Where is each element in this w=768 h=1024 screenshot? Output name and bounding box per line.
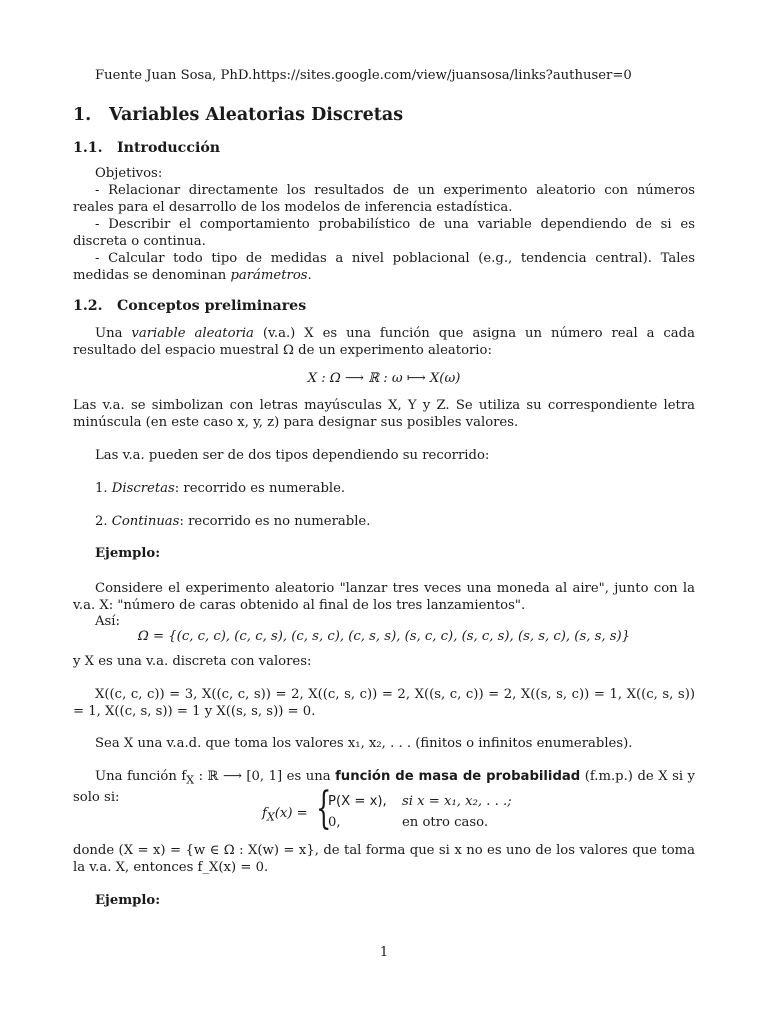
- sample-space-equation: [73, 628, 695, 645]
- pmf-lhs-rest: (x) =: [274, 806, 308, 821]
- pmf-note: donde (X = x) = {w ∈ Ω : X(w) = x}, de tal forma que si x no es uno de los valores que toma la v.a. X, entonces f_X(x) = 0.: [73, 843, 695, 875]
- section-1-heading: [73, 107, 695, 124]
- example-label-text: Ejemplo:: [95, 546, 161, 561]
- pmf-lhs-sub: X: [266, 810, 275, 824]
- pmf-equation: [262, 783, 602, 838]
- pmf-case-1-value: P(X = x),: [328, 794, 387, 809]
- type-term: Discretas: [111, 481, 175, 496]
- section-title: Variables Aleatorias Discretas: [109, 105, 404, 125]
- type-description: : recorrido es numerable.: [174, 481, 346, 496]
- pmf-subscript: X: [186, 773, 195, 787]
- pmf-lhs-f: f: [262, 806, 267, 821]
- page-number: 1: [379, 945, 389, 960]
- type-term: Continuas: [111, 514, 180, 529]
- equation-text: Ω = {(c, c, c), (c, c, s), (c, s, c), (c, s, s), (s, c, c), (s, c, s), (s, s, c), (s, s, s)}: [137, 629, 631, 644]
- example-1-label: [73, 545, 695, 562]
- section-1-1-heading: [73, 140, 695, 157]
- definition-term: variable aleatoria: [131, 326, 254, 341]
- section-number: 1.1.: [73, 140, 103, 156]
- pmf-text: (f.m.p.) de X si y solo si:: [73, 769, 696, 805]
- pmf-case-2-value: 0,: [328, 815, 341, 830]
- values-list: X((c, c, c)) = 3, X((c, c, s)) = 2, X((c, s, c)) = 2, X((s, c, c)) = 2, X((s, s, c)) = 1, X((c, s, s)) = 1, X((c, s, s)) = 1 y X((s, s, s)) = 0.: [73, 687, 695, 719]
- asi-label: Así:: [95, 614, 120, 629]
- types-intro: Las v.a. pueden ser de dos tipos dependiendo su recorrido:: [95, 448, 490, 463]
- mapping-equation: [73, 370, 695, 387]
- type-discrete: [73, 480, 695, 497]
- objective-3: [73, 250, 695, 284]
- pmf-lhs: [262, 806, 308, 824]
- left-brace-icon: {: [316, 783, 332, 834]
- pmf-text: Una función f: [95, 769, 187, 784]
- objectives-label: Objetivos:: [95, 166, 163, 181]
- pmf-case-2-condition: en otro caso.: [402, 815, 489, 830]
- vad-statement: Sea X una v.a.d. que toma los valores x₁, x₂, . . . (finitos o infinitos enumerables).: [95, 736, 633, 751]
- section-title: Conceptos preliminares: [117, 298, 307, 314]
- definition-text: (v.a.) X es una función que asigna un número real a cada resultado del espacio muestral Ω de un experimento aleatorio:: [73, 326, 695, 358]
- equation-text: X : Ω ⟶ ℝ : ω ⟼ X(ω): [307, 371, 461, 386]
- section-number: 1.: [73, 105, 92, 125]
- definition-text: Una: [95, 326, 132, 341]
- list-number: 2.: [95, 514, 112, 529]
- pmf-term: función de masa de probabilidad: [335, 769, 581, 784]
- objective-3-end: .: [307, 268, 312, 283]
- section-number: 1.2.: [73, 298, 103, 314]
- section-1-2-heading: [73, 298, 695, 315]
- source-header: Fuente Juan Sosa, PhD.https://sites.google.com/view/juansosa/links?authuser=0: [95, 68, 632, 83]
- type-continuous: [73, 513, 695, 530]
- objective-2: - Describir el comportamiento probabilístico de una variable dependiendo de si es discreta o continua.: [73, 217, 695, 249]
- objective-1: - Relacionar directamente los resultados de un experimento aleatorio con números reales para el desarrollo de los modelos de inferencia estadística.: [73, 183, 695, 215]
- pmf-text: : ℝ ⟶ [0, 1] es una: [194, 769, 336, 784]
- symbols-paragraph: Las v.a. se simbolizan con letras mayúsculas X, Y y Z. Se utiliza su correspondiente letra minúscula (en este caso x, y, z) para designar sus posibles valores.: [73, 398, 695, 430]
- random-variable-definition: [73, 325, 695, 359]
- example-1-text: Considere el experimento aleatorio "lanzar tres veces una moneda al aire", junto con la v.a. X: "número de caras obtenido al final de los tres lanzamientos".: [73, 581, 695, 613]
- example-label-text: Ejemplo:: [95, 893, 161, 908]
- type-description: : recorrido es no numerable.: [179, 514, 371, 529]
- example-2-label: [73, 892, 695, 909]
- pmf-case-1-condition: si x = x₁, x₂, . . .;: [402, 794, 512, 809]
- section-title: Introducción: [117, 140, 221, 156]
- objective-3-text: - Calcular todo tipo de medidas a nivel poblacional (e.g., tendencia central). Tales medidas se denominan: [73, 251, 695, 283]
- list-number: 1.: [95, 481, 112, 496]
- discrete-values-intro: y X es una v.a. discreta con valores:: [73, 654, 312, 669]
- objective-3-emphasis: parámetros: [230, 268, 308, 283]
